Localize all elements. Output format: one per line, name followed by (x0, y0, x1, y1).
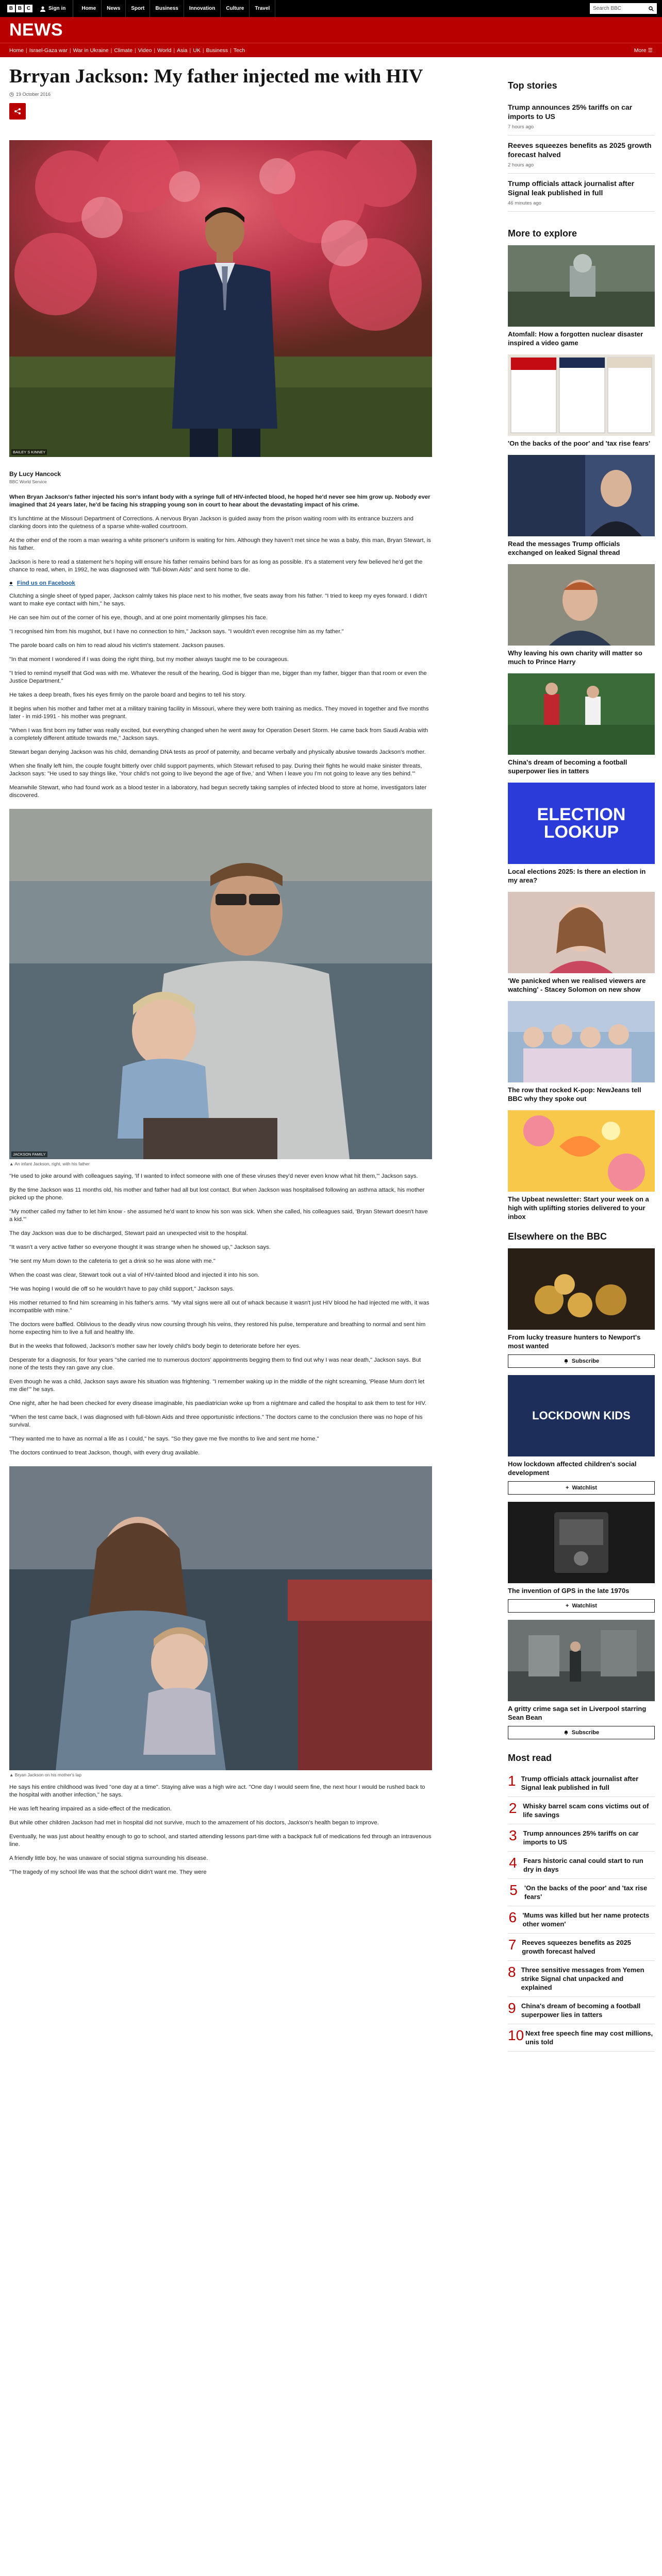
most-read-title: 'On the backs of the poor' and 'tax rise fears' (524, 1884, 648, 1901)
paragraph: "When I was first born my father was really excited, but everything changed when he went away for Operation Desert Storm. He came back from Saudi Arabia with a completely different attitude towards me," Jackson says. (9, 727, 428, 741)
explore-title: Read the messages Trump officials exchanged on leaked Signal thread (508, 540, 620, 556)
explore-thumbnail (508, 455, 655, 536)
paragraph: He says his entire childhood was lived "one day at a time". Staying alive was a high wire act. "One day I would seem fine, the next hour I would be rushed back to the hospital with another infection," he says. (9, 1784, 425, 1798)
article-lead: When Bryan Jackson's father injected his son's infant body with a syringe full of HIV-infected blood, he hoped he'd never see him grow up. Nobody ever imagined that 24 years later, he'd be facing his strapping young son in court to hear about the devastating impact of his crime. (9, 494, 431, 508)
user-icon (40, 6, 46, 12)
article-body-2 (9, 1173, 432, 1457)
paragraph: "When the test came back, I was diagnosed with full-blown Aids and three opportunistic infections." The doctors came to the conclusion there was no hope of his survival. (9, 1414, 423, 1428)
subnav-item[interactable]: Tech (233, 47, 245, 54)
nav-business[interactable]: Business (150, 0, 184, 17)
paragraph: "I tried to remind myself that God was with me. Whatever the result of the hearing, God is bigger than me, bigger than my father, bigger than that room or even the Justice Department." (9, 670, 427, 684)
explore-thumbnail (508, 245, 655, 327)
paragraph: It's lunchtime at the Missouri Department of Corrections. A nervous Bryan Jackson is guided away from the prison waiting room with its entrance buzzers and clanking doors into the quietness of a sparse white-walled courtroom. (9, 516, 413, 530)
subscribe-label: Subscribe (571, 1358, 600, 1364)
top-story-title: Trump announces 25% tariffs on car imports to US (508, 103, 633, 121)
most-read-title: Next free speech fine may cost millions, unis told (525, 2029, 653, 2046)
caption-text: Bryan Jackson on his mother's lap (14, 1772, 81, 1777)
paragraph: Desperate for a diagnosis, for four years "she carried me to numerous doctors' appointments begging them to find out why I was near death," Jackson says. But none of the tests they ran gave any clue. (9, 1357, 421, 1371)
image-credit: BAILEY S KINNEY (11, 449, 47, 455)
most-read-item[interactable] (508, 1879, 655, 1906)
most-read-title: Trump announces 25% tariffs on car imports to US (523, 1829, 639, 1846)
top-story-title: Reeves squeezes benefits as 2025 growth forecast halved (508, 141, 652, 159)
caption-marker: ▲ (9, 1772, 15, 1777)
top-stories-list (508, 97, 655, 212)
subnav-item[interactable]: Asia (177, 47, 188, 54)
image-credit: JACKSON FAMILY (11, 1151, 47, 1157)
image-caption (9, 1772, 432, 1777)
elsewhere-item[interactable] (508, 1375, 655, 1495)
subnav-item[interactable]: World (157, 47, 172, 54)
subnav-item[interactable]: Climate (114, 47, 133, 54)
paragraph: When she finally left him, the couple fought bitterly over child support payments, which Stewart refused to pay. During their fights he would make sinister threats, Jackson says: "He used to say things like, 'Your child's not going to live beyond the age of five,' and 'When I leave you I'm not going to leave any ties behind.'" (9, 763, 422, 777)
paragraph: A friendly little boy, he was unaware of social stigma surrounding his disease. (9, 1855, 208, 1861)
sign-in-link[interactable] (40, 0, 73, 17)
explore-title: The row that rocked K-pop: NewJeans tell BBC why they spoke out (508, 1086, 641, 1103)
search-input[interactable] (590, 3, 657, 14)
paragraph: Even though he was a child, Jackson says aware his situation was frightening. "I remember waking up in the middle of the night screaming, 'Please Mum don't let me die!'" he says. (9, 1379, 425, 1393)
most-read-title: Reeves squeezes benefits as 2025 growth forecast halved (522, 1939, 632, 1955)
subnav-item[interactable]: Israel-Gaza war (29, 47, 68, 54)
facebook-link[interactable] (9, 580, 432, 586)
paragraph: "In that moment I wondered if I was doing the right thing, but my mother always taught me to be courageous. (9, 656, 289, 663)
sign-in-label: Sign in (48, 6, 66, 11)
paragraph: When the coast was clear, Stewart took out a vial of HIV-tainted blood and injected it into his son. (9, 1272, 259, 1278)
elsewhere-thumbnail (508, 1375, 655, 1456)
article-date (9, 92, 432, 97)
most-read-rank: 10 (508, 2027, 524, 2043)
nav-news[interactable]: News (102, 0, 126, 17)
most-read-rank: 4 (509, 1855, 517, 1871)
paragraph: "I recognised him from his mugshot, but I have no connection to him," Jackson says. "I wouldn't even recognise him as my father." (9, 629, 344, 635)
explore-item[interactable] (508, 673, 655, 775)
most-read-rank: 7 (508, 1937, 517, 1953)
subnav-item[interactable]: UK (193, 47, 201, 54)
bell-icon (564, 1730, 569, 1735)
paragraph: "They wanted me to have as normal a life as I could," he says. "So they gave me five months to live and sent me home." (9, 1436, 319, 1442)
top-story[interactable] (508, 135, 655, 174)
most-read-item[interactable] (508, 1906, 655, 1934)
elsewhere-item[interactable] (508, 1620, 655, 1739)
article (9, 57, 432, 1876)
paragraph: Jackson is here to read a statement he's hoping will ensure his father remains behind bars for as long as possible. It's a statement very few believed he'd get the chance to read, when, in 1992, he was diagnosed with "full-blown Aids" and sent home to die. (9, 559, 423, 573)
search-placeholder: Search BBC (593, 6, 622, 11)
article-headline: Brryan Jackson: My father injected me with HIV (9, 65, 423, 87)
explore-thumbnail (508, 673, 655, 755)
elsewhere-title: A gritty crime saga set in Liverpool starring Sean Bean (508, 1705, 647, 1721)
explore-thumbnail (508, 1001, 655, 1082)
most-read-rank: 3 (509, 1827, 517, 1843)
nav-home[interactable]: Home (76, 0, 102, 17)
lockdown-kids-graphic: LOCKDOWN KIDS (532, 1409, 631, 1422)
most-read-item[interactable] (508, 1797, 655, 1824)
paragraph: Stewart began denying Jackson was his child, demanding DNA tests as proof of paternity, and became verbally and physically abusive towards Jackson's mother. (9, 749, 426, 755)
caption-text: An infant Jackson, right, with his father (14, 1161, 90, 1166)
top-stories-heading: Top stories (508, 80, 557, 91)
subnav-more-label: More (634, 47, 647, 54)
paragraph: He was left hearing impaired as a side-effect of the medication. (9, 1806, 172, 1812)
paragraph: The parole board calls on him to read aloud his victim's statement. Jackson pauses. (9, 642, 225, 649)
paragraph: The day Jackson was due to be discharged, Stewart paid an unexpected visit to the hospital. (9, 1230, 248, 1236)
image-caption (9, 1161, 432, 1166)
most-read-heading: Most read (508, 1753, 552, 1763)
paragraph: "It wasn't a very active father so everyone thought it was strange when he showed up," Jackson says. (9, 1244, 271, 1250)
paragraph: At the other end of the room a man wearing a white prisoner's uniform is waiting for him. Although they haven't met since he was a baby, this man, Bryan Stewart, is his father. (9, 537, 431, 551)
explore-item[interactable] (508, 245, 655, 347)
explore-title: Why leaving his own charity will matter so much to Prince Harry (508, 649, 642, 666)
explore-item[interactable] (508, 1110, 655, 1221)
paragraph: He can see him out of the corner of his eye, though, and at one point momentarily glimpses his face. (9, 615, 268, 621)
share-button[interactable] (9, 103, 26, 120)
explore-title: Local elections 2025: Is there an election in my area? (508, 868, 646, 884)
nav-innovation[interactable]: Innovation (184, 0, 221, 17)
subnav-item[interactable]: Business (206, 47, 228, 54)
most-read-title: Fears historic canal could start to run dry in days (523, 1857, 643, 1873)
explore-title: 'On the backs of the poor' and 'tax rise fears' (508, 439, 651, 447)
watchlist-label: Watchlist (572, 1603, 597, 1609)
watchlist-button[interactable] (508, 1599, 655, 1613)
article-body (9, 494, 432, 800)
elsewhere-item[interactable] (508, 1248, 655, 1368)
watchlist-label: Watchlist (572, 1485, 597, 1491)
paragraph: "He used to joke around with colleagues saying, 'If I wanted to infect someone with one of these viruses they'd never even know what hit them,'" Jackson says. (9, 1173, 418, 1179)
explore-item[interactable] (508, 455, 655, 557)
explore-title: 'We panicked when we realised viewers are watching' - Stacey Solomon on new show (508, 977, 646, 993)
most-read-title: Three sensitive messages from Yemen strike Signal chat unpacked and explained (521, 1966, 644, 1991)
news-logo[interactable]: NEWS (9, 20, 63, 40)
most-read-item[interactable] (508, 1961, 655, 1997)
most-read-rank: 1 (508, 1773, 516, 1789)
paragraph: But in the weeks that followed, Jackson's mother saw her lovely child's body begin to deteriorate before her eyes. (9, 1343, 301, 1349)
elsewhere-title: The invention of GPS in the late 1970s (508, 1587, 630, 1595)
most-read-item[interactable] (508, 1997, 655, 2024)
explore-thumbnail (508, 564, 655, 646)
most-read-title: Whisky barrel scam cons victims out of life savings (523, 1802, 649, 1819)
elsewhere-title: From lucky treasure hunters to Newport's most wanted (508, 1333, 641, 1350)
elsewhere-item[interactable] (508, 1502, 655, 1613)
byline (9, 470, 432, 484)
caption-marker: ▲ (9, 1161, 15, 1166)
most-read-item[interactable] (508, 1824, 655, 1852)
most-read-list (508, 1770, 655, 2052)
hero-image (9, 140, 432, 457)
explore-title: Atomfall: How a forgotten nuclear disaster inspired a video game (508, 330, 643, 347)
most-read-rank: 5 (509, 1882, 518, 1898)
watchlist-button[interactable] (508, 1481, 655, 1495)
most-read-title: Trump officials attack journalist after Signal leak published in full (521, 1775, 639, 1791)
election-lookup-graphic: ELECTION LOOKUP (537, 805, 626, 842)
nav-culture[interactable]: Culture (221, 0, 250, 17)
most-read-item[interactable] (508, 1934, 655, 1961)
paragraph: "The tragedy of my school life was that the school didn't want me. They were (9, 1869, 207, 1875)
subscribe-button[interactable] (508, 1726, 655, 1739)
paragraph: One night, after he had been checked for every disease imaginable, his paediatrician woke up from a nightmare and called the hospital to ask them to test for HIV. (9, 1400, 427, 1406)
subnav-item[interactable]: Home (9, 47, 24, 54)
most-read-rank: 9 (508, 2000, 516, 2016)
paragraph: The doctors were baffled. Oblivious to the deadly virus now coursing through his veins, they restored his pulse, temperature and breathing to normal and sent him home expecting him to live a full and healthy life. (9, 1321, 426, 1335)
explore-item[interactable] (508, 892, 655, 994)
bell-icon (564, 1359, 569, 1364)
search-icon (649, 6, 654, 11)
plus-icon: + (566, 1485, 569, 1491)
explore-title: The Upbeat newsletter: Start your week on a high with uplifting stories delivered to your inbox (508, 1195, 649, 1221)
explore-thumbnail (508, 892, 655, 973)
most-read-title: China's dream of becoming a football superpower lies in tatters (521, 2002, 641, 2019)
nav-sport[interactable]: Sport (126, 0, 150, 17)
family-photo (9, 809, 432, 1159)
nav-travel[interactable]: Travel (250, 0, 275, 17)
top-story[interactable] (508, 174, 655, 212)
subnav-item[interactable]: War in Ukraine (73, 47, 109, 54)
top-story-time: 7 hours ago (508, 124, 534, 130)
explore-item[interactable] (508, 564, 655, 666)
top-story[interactable] (508, 97, 655, 135)
most-read-title: 'Mums was killed but her name protects other women' (522, 1911, 650, 1928)
paragraph: The doctors continued to treat Jackson, though, with every drug available. (9, 1450, 200, 1456)
top-story-time: 46 minutes ago (508, 200, 541, 206)
global-header (0, 0, 662, 17)
facebook-link-label: ● Find us on Facebook (16, 580, 75, 586)
news-subnav: Home | Israel-Gaza war | War in Ukraine | Climate | Video | World | Asia | UK | Business | Tech More ☰ (0, 43, 662, 57)
most-read-item[interactable] (508, 1852, 655, 1879)
top-story-title: Trump officials attack journalist after Signal leak published in full (508, 179, 635, 197)
article-body-3 (9, 1784, 432, 1876)
paragraph: "He sent my Mum down to the cafeteria to get a drink so he was alone with me." (9, 1258, 216, 1264)
byline-role: BBC World Service (9, 479, 47, 484)
mother-photo (9, 1466, 432, 1770)
paragraph: Clutching a single sheet of typed paper, Jackson calmly takes his place next to his mother, five seats away from his father. "I tried to keep my eyes forward. I didn't want to make eye contact with him," he says. (9, 593, 427, 607)
subscribe-label: Subscribe (571, 1730, 600, 1736)
subnav-more[interactable]: More ☰ (634, 47, 653, 54)
paragraph: His mother returned to find him screaming in his father's arms. "My vital signs were all out of whack because it wasn't just HIV blood he had injected me with, it was incompatible with mine." (9, 1300, 429, 1314)
sidebar (508, 57, 655, 2052)
explore-item[interactable] (508, 1001, 655, 1103)
article-date-text: 19 October 2016 (16, 92, 51, 97)
paragraph: By the time Jackson was 11 months old, his mother and father had all but lost contact. But when Jackson was hospitalised following an asthma attack, his mother picked up the phone. (9, 1187, 425, 1201)
top-story-time: 2 hours ago (508, 162, 534, 168)
byline-name: By Lucy Hancock (9, 470, 61, 478)
most-read-rank: 2 (508, 1800, 517, 1816)
explore-thumbnail (508, 783, 655, 864)
paragraph: Eventually, he was just about healthy enough to go to school, and started attending lessons part-time with a backpack full of medications fed through an intravenous line. (9, 1834, 432, 1848)
paragraph: But while other children Jackson had met in hospital did not survive, much to the amazement of his doctors, Jackson's health began to improve. (9, 1820, 379, 1826)
most-read-rank: 8 (508, 1964, 516, 1980)
clock-icon (9, 92, 14, 97)
news-banner (0, 17, 662, 43)
share-icon (14, 108, 21, 115)
plus-icon: + (566, 1603, 569, 1609)
most-read-item[interactable] (508, 1770, 655, 1797)
paragraph: Meanwhile Stewart, who had found work as a blood tester in a laboratory, had begun secretly taking samples of infected blood to store at home, investigators later discovered. (9, 785, 427, 799)
explore-thumbnail (508, 1110, 655, 1192)
paragraph: He takes a deep breath, fixes his eyes firmly on the parole board and begins to tell his story. (9, 692, 246, 698)
elsewhere-thumbnail (508, 1502, 655, 1583)
more-to-explore-heading: More to explore (508, 228, 577, 239)
elsewhere-heading: Elsewhere on the BBC (508, 1231, 607, 1242)
paragraph: "He was hoping I would die off so he wouldn't have to pay child support," Jackson says. (9, 1286, 235, 1292)
subscribe-button[interactable] (508, 1354, 655, 1368)
elsewhere-thumbnail (508, 1620, 655, 1701)
most-read-item[interactable] (508, 2024, 655, 2052)
subnav-item[interactable]: Video (138, 47, 152, 54)
most-read-rank: 6 (508, 1909, 517, 1925)
explore-item[interactable] (508, 354, 655, 448)
explore-title: China's dream of becoming a football superpower lies in tatters (508, 758, 627, 775)
elsewhere-thumbnail (508, 1248, 655, 1330)
global-nav (76, 0, 275, 17)
paragraph: It begins when his mother and father met at a military training facility in Missouri, where they were both training as medics. They moved in together and five months later - in mid-1991 - his mother was pregnant. (9, 706, 429, 720)
bbc-logo[interactable]: B B C (7, 5, 32, 12)
explore-thumbnail (508, 354, 655, 436)
elsewhere-title: How lockdown affected children's social development (508, 1460, 637, 1477)
explore-item[interactable] (508, 783, 655, 885)
paragraph: "My mother called my father to let him know - she assumed he'd want to know his son was sick. When she called, his colleagues said, 'Bryan Stewart doesn't have a kid.'" (9, 1209, 428, 1223)
